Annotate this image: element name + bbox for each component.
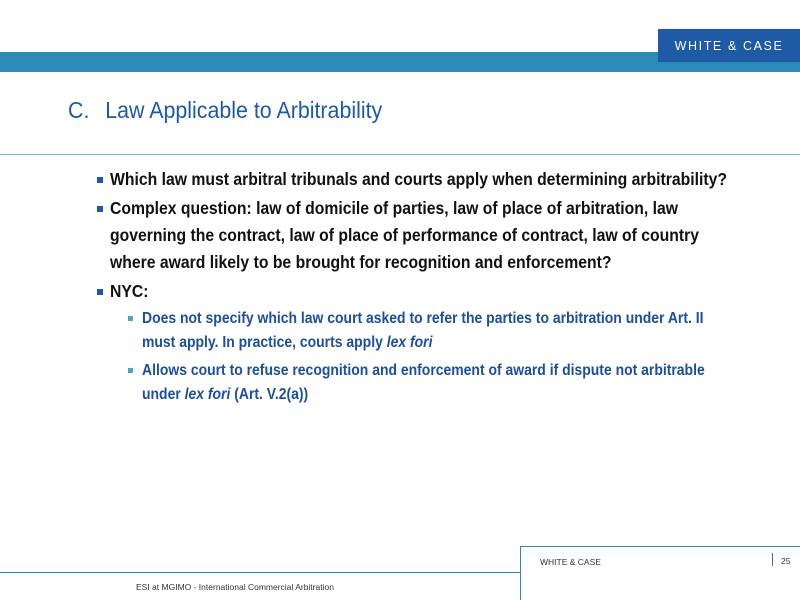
footer-divider <box>772 553 773 566</box>
title-section-letter: C. <box>68 97 90 123</box>
bullet-text: Complex question: law of domicile of parties, law of place of arbitration, law governing the contract, law of place of performance of contract, law of country where award likely to be brought for recognition and enforcement? <box>110 198 699 272</box>
square-bullet-icon <box>97 289 103 295</box>
sub-bullet-text-italic: lex fori <box>184 386 231 403</box>
square-bullet-icon <box>97 206 103 212</box>
slide-body <box>0 166 800 411</box>
sub-bullet-text-main: Does not specify which law court asked to refer the parties to arbitration under Art. II must apply. In practice, courts apply <box>142 310 704 351</box>
sub-bullet-text-tail: (Art. V.2(a)) <box>230 386 309 403</box>
sub-bullet-text <box>142 307 736 355</box>
firm-logo <box>658 29 800 62</box>
sub-bullet-text-main: Allows court to refuse recognition and enforcement of award if dispute not arbitrable under <box>142 362 705 403</box>
slide-title <box>68 97 382 124</box>
square-sub-bullet-icon <box>128 368 133 373</box>
logo-text: WHITE & CASE <box>674 38 784 53</box>
bullet-item <box>0 278 800 305</box>
sub-bullet-item <box>0 359 800 407</box>
square-sub-bullet-icon <box>128 316 133 321</box>
bullet-text: Which law must arbitral tribunals and courts apply when determining arbitrability? <box>110 169 727 189</box>
bullet-item <box>0 166 800 193</box>
sub-bullet-text <box>142 359 736 407</box>
sub-bullet-text-italic: lex fori <box>386 334 433 351</box>
sub-bullet-item <box>0 307 800 355</box>
bullet-text: NYC: <box>110 281 149 301</box>
footer-firm-name: WHITE & CASE <box>540 557 601 567</box>
title-divider <box>0 154 800 155</box>
square-bullet-icon <box>97 177 103 183</box>
title-text: Law Applicable to Arbitrability <box>105 97 383 123</box>
page-number: 25 <box>781 556 791 566</box>
bullet-item <box>0 195 800 276</box>
footer-course-title: ESI at MGIMO - International Commercial Arbitration <box>136 582 334 592</box>
